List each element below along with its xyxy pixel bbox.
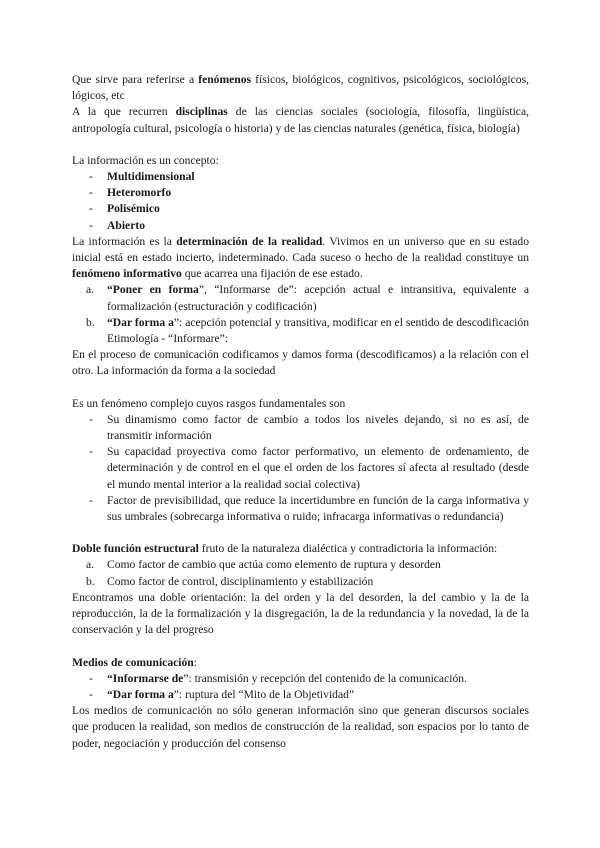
concept-heading: La información es un concepto:	[72, 153, 219, 167]
orientation-paragraph: Encontramos una doble orientación: la del orden y la del desorden, la del cambio y la de la reproducción, la de la formalización y la disgregación, la de la redundancia y la novedad, la de la conservación y la del progreso	[72, 590, 529, 637]
term-fenomenos: fenómenos	[198, 73, 252, 86]
list-item: b. Como factor de control, disciplinamiento y estabilización	[86, 574, 374, 588]
complex-list	[72, 412, 529, 525]
list-item: - Factor de previsibilidad, que reduce la incertidumbre en función de la carga informativa y sus umbrales (sobrecarga informativa o ruido; infracarga informativas o redundancia)	[89, 493, 529, 524]
document-page	[72, 72, 529, 752]
list-item: - Su dinamismo como factor de cambio a todos los niveles dejando, si no es así, de transmitir información	[89, 412, 529, 443]
communication-paragraph: En el proceso de comunicación codificamos y damos forma (descodificamos) a la relación con el otro. La información da forma a la sociedad	[72, 348, 529, 378]
concept-list	[72, 169, 529, 234]
list-item: - Heteromorfo	[89, 186, 172, 200]
determination-list	[72, 282, 529, 347]
list-item: b. “Dar forma a”: acepción potencial y transitiva, modificar en el sentido de descodificación Etimología - “Informare”:	[86, 315, 529, 346]
media-list	[72, 671, 529, 703]
list-item: - Polisémico	[89, 202, 160, 216]
media-paragraph: Los medios de comunicación no sólo generan información sino que generan discursos sociales que producen la realidad, son medios de construcción de la realidad, son espacios por lo tanto de poder, negociación y producción del consenso	[72, 704, 529, 750]
determination-paragraph: La información es la determinación de la realidad. Vivimos en un universo que en su estado inicial está en estado incierto, indeterminado. Cada suceso o hecho de la realidad constituye un fenómeno informativo que acarrea una fijación de ese estado.	[72, 234, 529, 281]
list-item: - Multidimensional	[89, 170, 195, 184]
intro-paragraph-1: Que sirve para referirse a fenómenos físicos, biológicos, cognitivos, psicológicos, sociológicos, lógicos, etc	[72, 73, 529, 103]
structural-list	[72, 557, 529, 589]
complex-heading: Es un fenómeno complejo cuyos rasgos fundamentales son	[72, 396, 346, 410]
term-disciplinas: disciplinas	[175, 105, 228, 119]
list-item: - “Dar forma a”: ruptura del “Mito de la Objetividad”	[89, 687, 355, 701]
list-item: a. “Poner en forma”, “Informarse de”: acepción actual e intransitiva, equivalente a formalización (estructuración y codificación)	[86, 283, 529, 313]
list-item: - Abierto	[89, 218, 145, 232]
list-item: - Su capacidad proyectiva como factor performativo, un elemento de ordenamiento, de determinación y de control en el que el orden de los factores sí afecta al resultado (desde el mundo mental interior a la realidad social colectiva)	[89, 445, 529, 491]
structural-heading: Doble función estructural fruto de la naturaleza dialéctica y contradictoria la información:	[72, 542, 498, 556]
list-item: - “Informarse de”: transmisión y recepción del contenido de la comunicación.	[89, 671, 467, 685]
intro-paragraph-2: A la que recurren disciplinas de las ciencias sociales (sociología, filosofía, lingüística, antropología cultural, psicología o historia) y de las ciencias naturales (genética, física, biología)	[72, 105, 529, 135]
list-item: a. Como factor de cambio que actúa como elemento de ruptura y desorden	[86, 558, 441, 572]
media-heading: Medios de comunicación:	[72, 655, 197, 669]
